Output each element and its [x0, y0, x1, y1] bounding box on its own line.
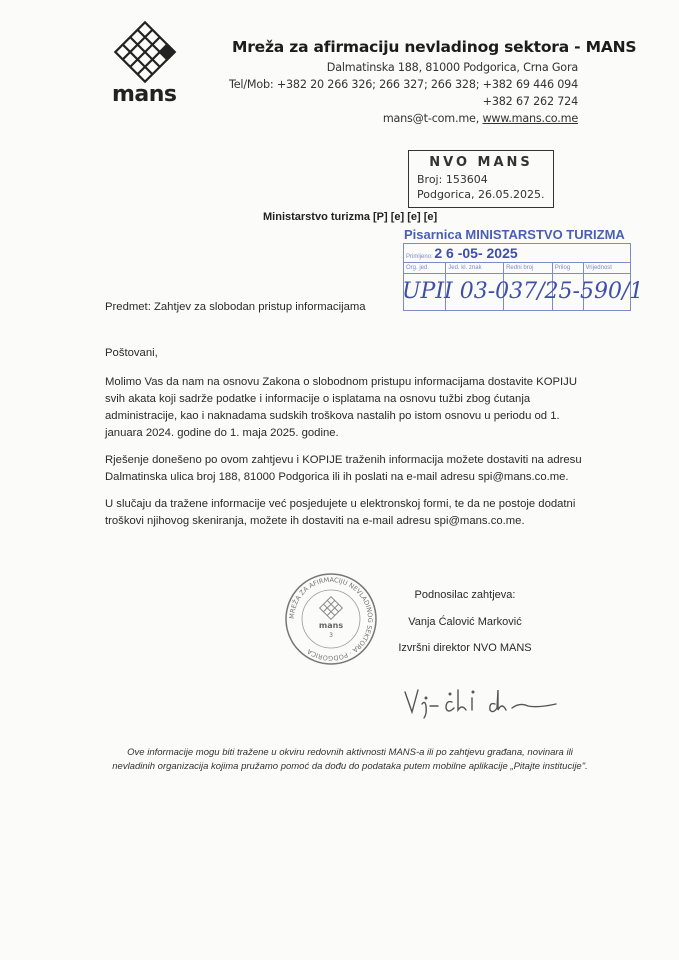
- stamp-heading: Pisarnica MINISTARSTVO TURIZMA: [404, 227, 625, 242]
- seal-text: MREŽA ZA AFIRMACIJU NEVLADINOG SEKTORA · PODGORICA: [287, 575, 375, 663]
- footer-note: Ove informacije mogu biti tražene u okviru redovnih aktivnosti MANS-a ili po zahtjevu građana, novinara ili nevladinih organizacija kojima pružamo pomoć da dođu do podataka putem mobilne aplikacije „Pitajte institucije".: [112, 747, 588, 772]
- stamp-received-label: Primljeno:: [406, 254, 433, 260]
- paragraph: Molimo Vas da nam na osnovu Zakona o slobodnom pristupu informacijama dostavite KOPIJU svih akata koji sadrže podatke i informacije o isplatama na osnovu tužbi zbog ćutanja administracije, kao i naknadama sudskih troškova nastalih po istom osnovu u periodu od 1. januara 2024. godine do 1. maja 2025. godine.: [105, 376, 577, 439]
- signatory-name: Vanja Ćalović Marković: [408, 616, 522, 628]
- paragraph: U slučaju da tražene informacije već posjedujete u elektronskoj formi, te da ne postoje dodatni troškovi njihovog skeniranja, možete ih dostaviti na e-mail adresu spi@mans.co.me.: [105, 498, 576, 527]
- reference-box: [408, 150, 554, 208]
- salutation: Poštovani,: [105, 347, 158, 359]
- stamp-col: Vrijednost: [583, 263, 631, 274]
- org-website-link[interactable]: www.mans.co.me: [482, 112, 578, 125]
- stamp-col: Org. jed.: [404, 263, 446, 274]
- subject: Predmet: Zahtjev za slobodan pristup informacijama: [105, 301, 366, 313]
- seal-icon: [284, 572, 378, 666]
- mans-logo-icon: [112, 20, 178, 84]
- org-email[interactable]: mans@t-com.me: [382, 112, 476, 125]
- seal-logo: mans: [318, 621, 344, 630]
- org-contact: mans@t-com.me, www.mans.co.me: [382, 112, 578, 125]
- receipt-stamp: [400, 227, 644, 311]
- stamp-col: Redni broj: [504, 263, 553, 274]
- reference-date: Podgorica, 26.05.2025.: [417, 188, 545, 201]
- logo-text: mans: [112, 82, 177, 107]
- org-phones: Tel/Mob: +382 20 266 326; 266 327; 266 328; +382 69 446 094: [229, 78, 578, 91]
- org-address: Dalmatinska 188, 81000 Podgorica, Crna Gora: [326, 61, 578, 74]
- reference-number: Broj: 153604: [417, 173, 488, 186]
- stamp-handwritten-number: UPII 03-037/25-590/1: [402, 279, 644, 304]
- stamp-col: Jed. kl. znak: [446, 263, 504, 274]
- seal-number: 3: [329, 632, 333, 639]
- paragraph: Rješenje donešeno po ovom zahtjevu i KOPIJE traženih informacija možete dostaviti na adresu Dalmatinska ulica broj 188, 81000 Podgorica ili ih poslati na e-mail adresu spi@mans.co.me.: [105, 454, 582, 483]
- org-name: Mreža za afirmaciju nevladinog sektora - MANS: [232, 38, 637, 56]
- signature-label: Podnosilac zahtjeva:: [414, 589, 516, 601]
- stamp-received-date: 2 6 -05- 2025: [434, 245, 518, 261]
- reference-heading: NVO MANS: [429, 155, 533, 170]
- letter-body: [105, 374, 590, 530]
- signatory-title: Izvršni direktor NVO MANS: [398, 642, 532, 654]
- org-phone-2: +382 67 262 724: [482, 95, 578, 108]
- stamp-col: Prilog: [552, 263, 583, 274]
- recipient: Ministarstvo turizma [P] [e] [e] [e]: [263, 211, 438, 223]
- handwritten-signature-icon: [400, 684, 565, 720]
